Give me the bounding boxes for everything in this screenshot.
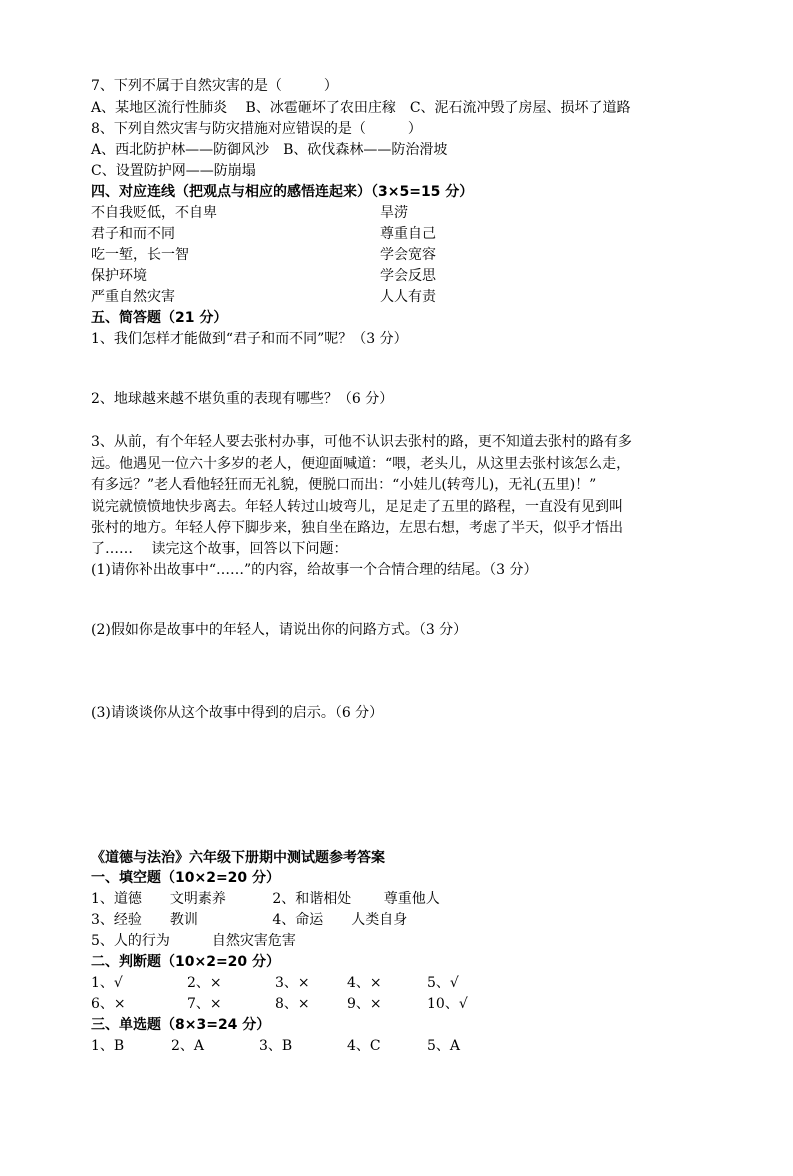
match-left-item: 君子和而不同	[91, 226, 175, 242]
answer-section-1-heading: 一、填空题（10×2=20 分）	[91, 870, 281, 886]
story-line: 说完就愤愤地快步离去。年轻人转过山坡弯儿，足足走了五里的路程，一直没有见到叫	[91, 499, 623, 515]
q7-stem: 7、下列不属于自然灾害的是（ ）	[91, 78, 338, 94]
answer-cell: 2、×	[187, 975, 222, 991]
story-line: 远。他遇见一位六十多岁的老人，便迎面喊道：“喂，老头儿，从这里去张村该怎么走，	[91, 456, 631, 472]
section-5-heading: 五、简答题（21 分）	[91, 310, 228, 326]
answer-cell: 4、×	[347, 975, 382, 991]
answer-line: 5、人的行为 自然灾害危害	[91, 933, 296, 949]
answer-cell: 7、×	[187, 996, 222, 1012]
match-left-item: 严重自然灾害	[91, 289, 175, 305]
story-line: 有多远？”老人看他轻狂而无礼貌，便脱口而出：“小娃儿(转弯儿)，无礼(五里)！”	[91, 477, 597, 493]
answer-cell: 3、B	[259, 1038, 293, 1054]
judgment-row-2	[91, 994, 468, 1014]
match-left-item: 吃一堑，长一智	[91, 247, 189, 263]
section-4-heading: 四、对应连线（把观点与相应的感悟连起来）（3×5=15 分）	[91, 184, 474, 200]
match-right-item: 人人有责	[380, 289, 436, 305]
answer-cell: 6、×	[91, 996, 126, 1012]
answer-cell: 2、A	[171, 1038, 205, 1054]
answer-cell: 9、×	[347, 996, 382, 1012]
answer-cell: 5、√	[427, 975, 459, 991]
answer-line: 1、道德 文明素养 2、和谐相处 尊重他人	[91, 891, 440, 907]
match-right-item: 学会宽容	[380, 247, 436, 263]
sub-question-3: (3)请谈谈你从这个故事中得到的启示。（6 分）	[91, 705, 384, 721]
judgment-row-1	[91, 973, 459, 993]
q8-stem: 8、下列自然灾害与防灾措施对应错误的是（ ）	[91, 121, 422, 137]
answer-cell: 8、×	[275, 996, 310, 1012]
q7-options: A、某地区流行性肺炎 B、冰雹砸坏了农田庄稼 C、泥石流冲毁了房屋、损坏了道路	[91, 100, 631, 116]
answer-line: 3、经验 教训 4、命运 人类自身	[91, 912, 408, 928]
short-answer-q2: 2、地球越来越不堪负重的表现有哪些？（6 分）	[91, 391, 394, 407]
answer-cell: 4、C	[347, 1038, 381, 1054]
match-right-item: 学会反思	[380, 268, 436, 284]
answer-cell: 5、A	[427, 1038, 461, 1054]
answer-section-2-heading: 二、判断题（10×2=20 分）	[91, 954, 281, 970]
match-left-item: 不自我贬低，不自卑	[91, 205, 217, 221]
story-line: 3、从前，有个年轻人要去张村办事，可他不认识去张村的路，更不知道去张村的路有多	[91, 434, 632, 450]
answer-cell: 1、B	[91, 1038, 125, 1054]
q8-options-ab: A、西北防护林——防御风沙 B、砍伐森林——防治滑坡	[91, 142, 448, 158]
choice-row	[91, 1036, 461, 1056]
match-right-item: 尊重自己	[380, 226, 436, 242]
sub-question-1: (1)请你补出故事中“……”的内容，给故事一个合情合理的结尾。（3 分）	[91, 562, 538, 578]
q8-option-c: C、设置防护网——防崩塌	[91, 163, 256, 179]
story-line: 了…… 读完这个故事，回答以下问题：	[91, 541, 348, 557]
sub-question-2: (2)假如你是故事中的年轻人，请说出你的问路方式。（3 分）	[91, 622, 468, 638]
match-left-item: 保护环境	[91, 268, 147, 284]
answer-key-title: 《道德与法治》六年级下册期中测试题参考答案	[91, 850, 385, 866]
answer-cell: 1、√	[91, 975, 123, 991]
answer-cell: 3、×	[275, 975, 310, 991]
story-line: 张村的地方。年轻人停下脚步来，独自坐在路边，左思右想，考虑了半天，似乎才悟出	[91, 520, 623, 536]
match-right-item: 旱涝	[380, 205, 408, 221]
answer-section-3-heading: 三、单选题（8×3=24 分）	[91, 1017, 271, 1033]
answer-cell: 10、√	[427, 996, 468, 1012]
short-answer-q1: 1、我们怎样才能做到“君子和而不同”呢？（3 分）	[91, 331, 408, 347]
